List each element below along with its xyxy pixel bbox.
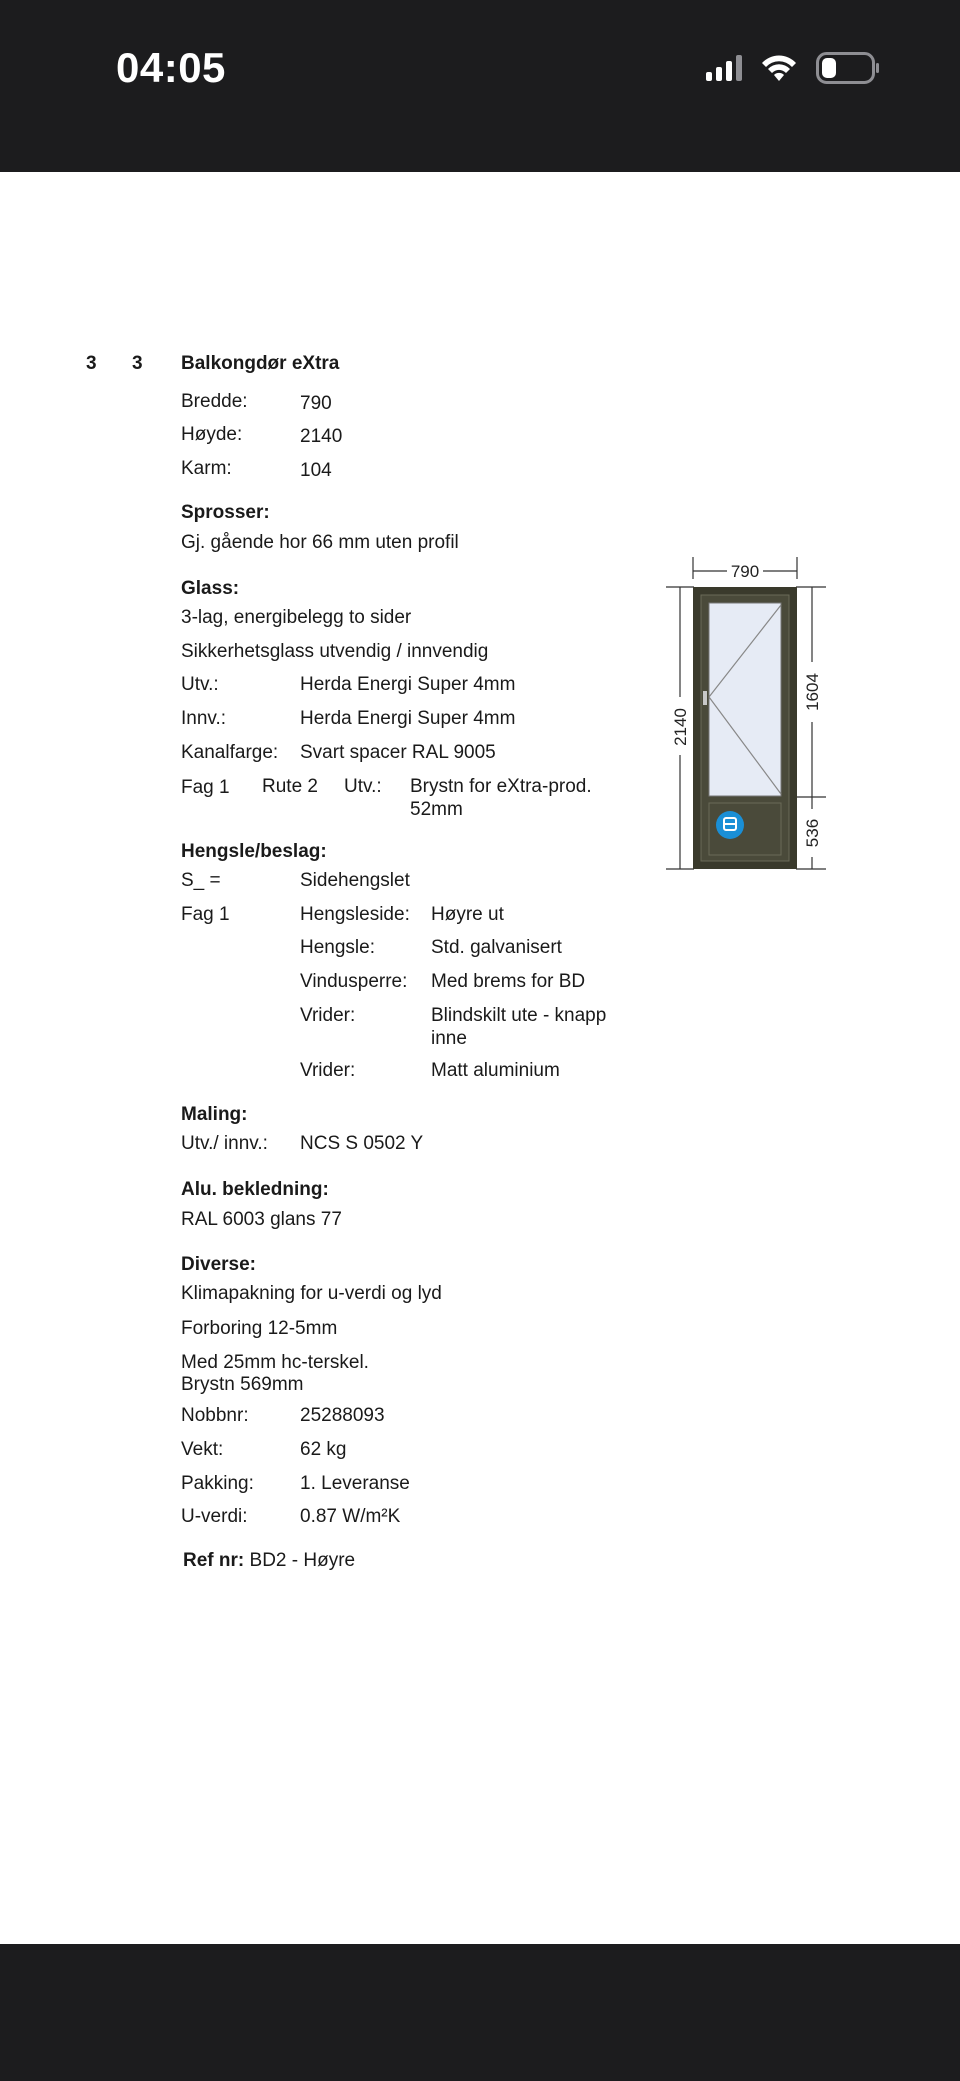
maling-label: Utv./ innv.:	[181, 1133, 268, 1154]
cellular-signal-icon	[706, 55, 742, 81]
spec-value: 2140	[300, 426, 343, 447]
hengsle-label: Vrider:	[300, 1005, 356, 1026]
glass-rute: Rute 2	[262, 776, 318, 797]
glass-rute-utv-label: Utv.:	[344, 776, 382, 797]
spec-label: Bredde:	[181, 391, 248, 412]
lower-dimension-label: 536	[803, 818, 822, 848]
hengsle-label: Vrider:	[300, 1060, 356, 1081]
diverse-label: Nobbnr:	[181, 1405, 249, 1426]
glass-line: 3-lag, energibelegg to sider	[181, 607, 412, 628]
spec-value: 104	[300, 460, 332, 481]
diverse-line: Brystn 569mm	[181, 1374, 304, 1395]
ref-label: Ref nr:	[183, 1550, 245, 1571]
bottom-bar	[0, 1944, 960, 2081]
hengsle-label: Vindusperre:	[300, 971, 408, 992]
glass-heading: Glass:	[181, 578, 240, 599]
door-handle	[703, 691, 707, 705]
alu-value: RAL 6003 glans 77	[181, 1209, 342, 1230]
item-title: Balkongdør eXtra	[181, 353, 340, 374]
diverse-label: U-verdi:	[181, 1506, 248, 1527]
upper-dimension-label: 1604	[803, 673, 822, 711]
glass-kanal-value: Svart spacer RAL 9005	[300, 742, 496, 763]
glass-utv-value: Herda Energi Super 4mm	[300, 674, 516, 695]
spec-label: Karm:	[181, 458, 232, 479]
hengsle-fag: Fag 1	[181, 904, 230, 925]
battery-icon	[816, 52, 880, 84]
hengsle-label: Hengsle:	[300, 937, 375, 958]
hengsle-s-value: Sidehengslet	[300, 870, 410, 891]
status-time: 04:05	[116, 44, 226, 91]
alu-heading: Alu. bekledning:	[181, 1179, 329, 1200]
diverse-heading: Diverse:	[181, 1254, 256, 1275]
wifi-icon	[760, 54, 798, 82]
diverse-value: 0.87 W/m²K	[300, 1506, 401, 1527]
width-dimension-label: 790	[730, 562, 760, 581]
hengsle-s-label: S_ =	[181, 870, 221, 891]
sprosser-text: Gj. gående hor 66 mm uten profil	[181, 532, 459, 553]
glass-rute-utv-value: Brystn for eXtra-prod. 52mm	[410, 776, 592, 820]
hengsle-value: Matt aluminium	[431, 1060, 560, 1081]
diverse-label: Pakking:	[181, 1473, 254, 1494]
door-drawing	[660, 557, 830, 877]
ref-value: BD2 - Høyre	[249, 1550, 356, 1571]
document-page	[0, 172, 960, 1944]
ref-line	[183, 1549, 355, 1572]
item-quantity: 3	[132, 353, 143, 374]
diverse-value: 62 kg	[300, 1439, 347, 1460]
glass-innv-label: Innv.:	[181, 708, 227, 729]
spec-label: Høyde:	[181, 424, 243, 445]
glass-line: Sikkerhetsglass utvendig / innvendig	[181, 641, 489, 662]
glass-kanal-label: Kanalfarge:	[181, 742, 279, 763]
hengsle-value: Med brems for BD	[431, 971, 586, 992]
glass-utv-label: Utv.:	[181, 674, 219, 695]
item-position: 3	[86, 353, 97, 374]
diverse-label: Vekt:	[181, 1439, 224, 1460]
height-dimension-label: 2140	[671, 708, 690, 746]
hengsle-heading: Hengsle/beslag:	[181, 841, 327, 862]
status-bar	[0, 0, 960, 172]
diverse-value: 1. Leveranse	[300, 1473, 410, 1494]
hengsle-value: Høyre ut	[431, 904, 504, 925]
diverse-line: Med 25mm hc-terskel.	[181, 1352, 369, 1373]
door-glass	[709, 603, 781, 796]
sprosser-heading: Sprosser:	[181, 502, 270, 523]
hengsle-value: Blindskilt ute - knapp inne	[431, 1005, 607, 1049]
maling-heading: Maling:	[181, 1104, 248, 1125]
maling-value: NCS S 0502 Y	[300, 1133, 424, 1154]
diverse-line: Forboring 12-5mm	[181, 1318, 338, 1339]
spec-value: 790	[300, 393, 332, 414]
hengsle-label: Hengsleside:	[300, 904, 410, 925]
glass-fag: Fag 1	[181, 777, 230, 798]
status-icons	[706, 52, 880, 84]
hengsle-value: Std. galvanisert	[431, 937, 562, 958]
glass-innv-value: Herda Energi Super 4mm	[300, 708, 516, 729]
diverse-value: 25288093	[300, 1405, 385, 1426]
diverse-line: Klimapakning for u-verdi og lyd	[181, 1283, 442, 1304]
